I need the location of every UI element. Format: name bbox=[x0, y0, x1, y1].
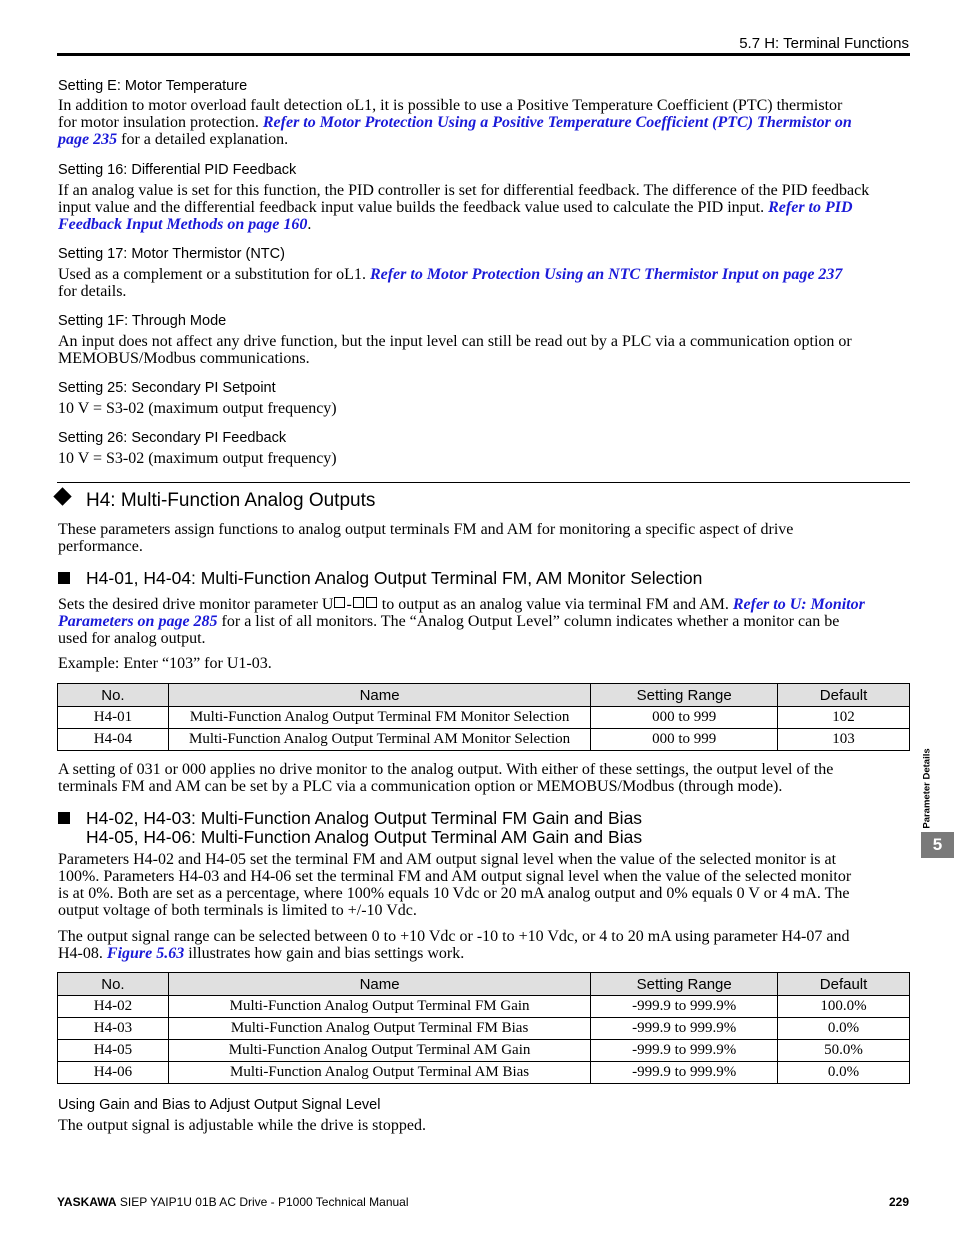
cell-name: Multi-Function Analog Output Terminal FM Bias bbox=[168, 1018, 590, 1040]
h4-section-title: H4: Multi-Function Analog Outputs bbox=[86, 490, 376, 511]
header-rule bbox=[57, 53, 910, 56]
h4-02-title-line1: H4-02, H4-03: Multi-Function Analog Output Terminal FM Gain and Bias bbox=[86, 808, 643, 828]
cell-range: 000 to 999 bbox=[591, 729, 778, 751]
placeholder-box-icon bbox=[353, 597, 364, 608]
gain-bias-heading: Using Gain and Bias to Adjust Output Signal Level bbox=[58, 1097, 381, 1113]
h4-02-title-line2: H4-05, H4-06: Multi-Function Analog Output Terminal AM Gain and Bias bbox=[86, 827, 643, 847]
monitor-selection-table bbox=[57, 683, 910, 751]
cell-default: 0.0% bbox=[778, 1018, 910, 1040]
gain-bias-table bbox=[57, 972, 910, 1084]
cell-default: 103 bbox=[778, 729, 910, 751]
cell-range: -999.9 to 999.9% bbox=[591, 1062, 778, 1084]
setting-16-heading: Setting 16: Differential PID Feedback bbox=[58, 162, 297, 178]
footer-manual: YASKAWA SIEP YAIP1U 01B AC Drive - P1000 Technical Manual bbox=[57, 1195, 409, 1209]
setting-25-heading: Setting 25: Secondary PI Setpoint bbox=[58, 380, 276, 396]
cell-no: H4-05 bbox=[58, 1040, 169, 1062]
setting-e-heading: Setting E: Motor Temperature bbox=[58, 78, 248, 94]
h4-01-description: Sets the desired drive monitor parameter U - to output as an analog value via terminal FM and AM. Refer to U: Monitor Parameters on page 285 for a list of all monitors. The “Analog Output Level” column indicates whether a monitor can be used for analog output. bbox=[58, 596, 865, 647]
setting-17-text: Used as a complement or a substitution for oL1. Refer to Motor Protection Using an NTC Thermistor Input on page 237 for details. bbox=[58, 266, 843, 300]
link-ntc-thermistor[interactable]: Refer to Motor Protection Using an NTC Thermistor Input on page 237 bbox=[369, 266, 843, 283]
table-header-row bbox=[58, 973, 910, 996]
cell-no: H4-06 bbox=[58, 1062, 169, 1084]
cell-range: -999.9 to 999.9% bbox=[591, 1018, 778, 1040]
h4-01-note: A setting of 031 or 000 applies no drive monitor to the analog output. With either of these settings, the output level of the terminals FM and AM can be set by a PLC via a communication option or MEMOBUS/Modbus (through mode). bbox=[58, 761, 834, 795]
h4-intro: These parameters assign functions to analog output terminals FM and AM for monitoring a specific aspect of drive performance. bbox=[58, 521, 794, 555]
cell-no: H4-04 bbox=[58, 729, 169, 751]
cell-default: 102 bbox=[778, 707, 910, 729]
cell-name: Multi-Function Analog Output Terminal AM Bias bbox=[168, 1062, 590, 1084]
table-row bbox=[58, 729, 910, 751]
cell-default: 0.0% bbox=[778, 1062, 910, 1084]
cell-no: H4-01 bbox=[58, 707, 169, 729]
cell-default: 50.0% bbox=[778, 1040, 910, 1062]
table-row bbox=[58, 1062, 910, 1084]
col-no-header: No. bbox=[58, 973, 169, 996]
link-pid-feedback[interactable]: Refer to PID bbox=[768, 199, 853, 216]
cell-range: 000 to 999 bbox=[591, 707, 778, 729]
setting-17-heading: Setting 17: Motor Thermistor (NTC) bbox=[58, 246, 285, 262]
col-name-header: Name bbox=[168, 684, 590, 707]
signal-range-description: The output signal range can be selected between 0 to +10 Vdc or -10 to +10 Vdc, or 4 to 20 mA using parameter H4-07 and H4-08. Figure 5.63 illustrates how gain and bias settings work. bbox=[58, 928, 850, 962]
col-no-header: No. bbox=[58, 684, 169, 707]
link-page-285[interactable]: Parameters on page 285 bbox=[58, 613, 218, 630]
square-bullet-icon bbox=[58, 812, 70, 824]
cell-name: Multi-Function Analog Output Terminal FM Monitor Selection bbox=[168, 707, 590, 729]
page-header-title: 5.7 H: Terminal Functions bbox=[739, 35, 909, 52]
link-u-monitor[interactable]: Refer to U: Monitor bbox=[732, 596, 865, 613]
link-page-160[interactable]: Feedback Input Methods on page 160 bbox=[58, 216, 308, 233]
setting-1f-heading: Setting 1F: Through Mode bbox=[58, 313, 227, 329]
cell-no: H4-02 bbox=[58, 996, 169, 1018]
col-name-header: Name bbox=[168, 973, 590, 996]
gain-bias-text: The output signal is adjustable while the drive is stopped. bbox=[58, 1117, 426, 1134]
link-ptc-thermistor[interactable]: Refer to Motor Protection Using a Positive Temperature Coefficient (PTC) Thermistor on bbox=[262, 114, 852, 131]
placeholder-box-icon bbox=[334, 597, 345, 608]
col-default-header: Default bbox=[778, 684, 910, 707]
square-bullet-icon bbox=[58, 572, 70, 584]
chapter-side-label: Parameter Details bbox=[921, 748, 933, 829]
cell-no: H4-03 bbox=[58, 1018, 169, 1040]
cell-default: 100.0% bbox=[778, 996, 910, 1018]
setting-26-heading: Setting 26: Secondary PI Feedback bbox=[58, 430, 287, 446]
cell-name: Multi-Function Analog Output Terminal AM Monitor Selection bbox=[168, 729, 590, 751]
cell-name: Multi-Function Analog Output Terminal FM Gain bbox=[168, 996, 590, 1018]
table-row bbox=[58, 1040, 910, 1062]
setting-16-text: If an analog value is set for this function, the PID controller is set for differential feedback. The difference of the PID feedback input value and the differential feedback input value builds the feedback value used to calculate the PID input. Refer to PID Feedback Input Methods on page 160. bbox=[58, 182, 870, 233]
cell-range: -999.9 to 999.9% bbox=[591, 996, 778, 1018]
gain-bias-description: Parameters H4-02 and H4-05 set the terminal FM and AM output signal level when the value of the selected monitor is at 100%. Parameters H4-03 and H4-06 set the terminal FM and AM output signal level when the value of the selected monitor is at 0%. Both are set as a percentage, where 100% equals 10 Vdc or 20 mA analog output and 0% equals 0 V or 4 mA. The output voltage of both terminals is limited to +/-10 Vdc. bbox=[58, 851, 852, 919]
col-range-header: Setting Range bbox=[591, 973, 778, 996]
footer-brand: YASKAWA bbox=[57, 1195, 117, 1209]
table-row bbox=[58, 1018, 910, 1040]
section-rule bbox=[57, 482, 910, 483]
setting-26-text: 10 V = S3-02 (maximum output frequency) bbox=[58, 450, 337, 467]
table-row bbox=[58, 996, 910, 1018]
h4-01-title: H4-01, H4-04: Multi-Function Analog Output Terminal FM, AM Monitor Selection bbox=[86, 568, 703, 588]
h4-01-example: Example: Enter “103” for U1-03. bbox=[58, 655, 272, 672]
cell-range: -999.9 to 999.9% bbox=[591, 1040, 778, 1062]
diamond-bullet-icon bbox=[53, 487, 71, 505]
setting-e-text: In addition to motor overload fault detection oL1, it is possible to use a Positive Temperature Coefficient (PTC) thermistor for motor insulation protection. Refer to Motor Protection Using a Positive Temperature Coefficient (PTC) Thermistor on page 235 for a detailed explanation. bbox=[58, 97, 852, 148]
link-figure-5-63[interactable]: Figure 5.63 bbox=[106, 945, 185, 962]
chapter-tab: 5 bbox=[921, 832, 954, 858]
col-range-header: Setting Range bbox=[591, 684, 778, 707]
setting-1f-text: An input does not affect any drive function, but the input level can still be read out by a PLC via a communication option or MEMOBUS/Modbus communications. bbox=[58, 333, 852, 367]
page-number: 229 bbox=[888, 1195, 909, 1209]
col-default-header: Default bbox=[778, 973, 910, 996]
placeholder-box-icon bbox=[366, 597, 377, 608]
table-header-row bbox=[58, 684, 910, 707]
setting-25-text: 10 V = S3-02 (maximum output frequency) bbox=[58, 400, 337, 417]
table-row bbox=[58, 707, 910, 729]
link-page-235[interactable]: page 235 bbox=[58, 131, 118, 148]
cell-name: Multi-Function Analog Output Terminal AM Gain bbox=[168, 1040, 590, 1062]
